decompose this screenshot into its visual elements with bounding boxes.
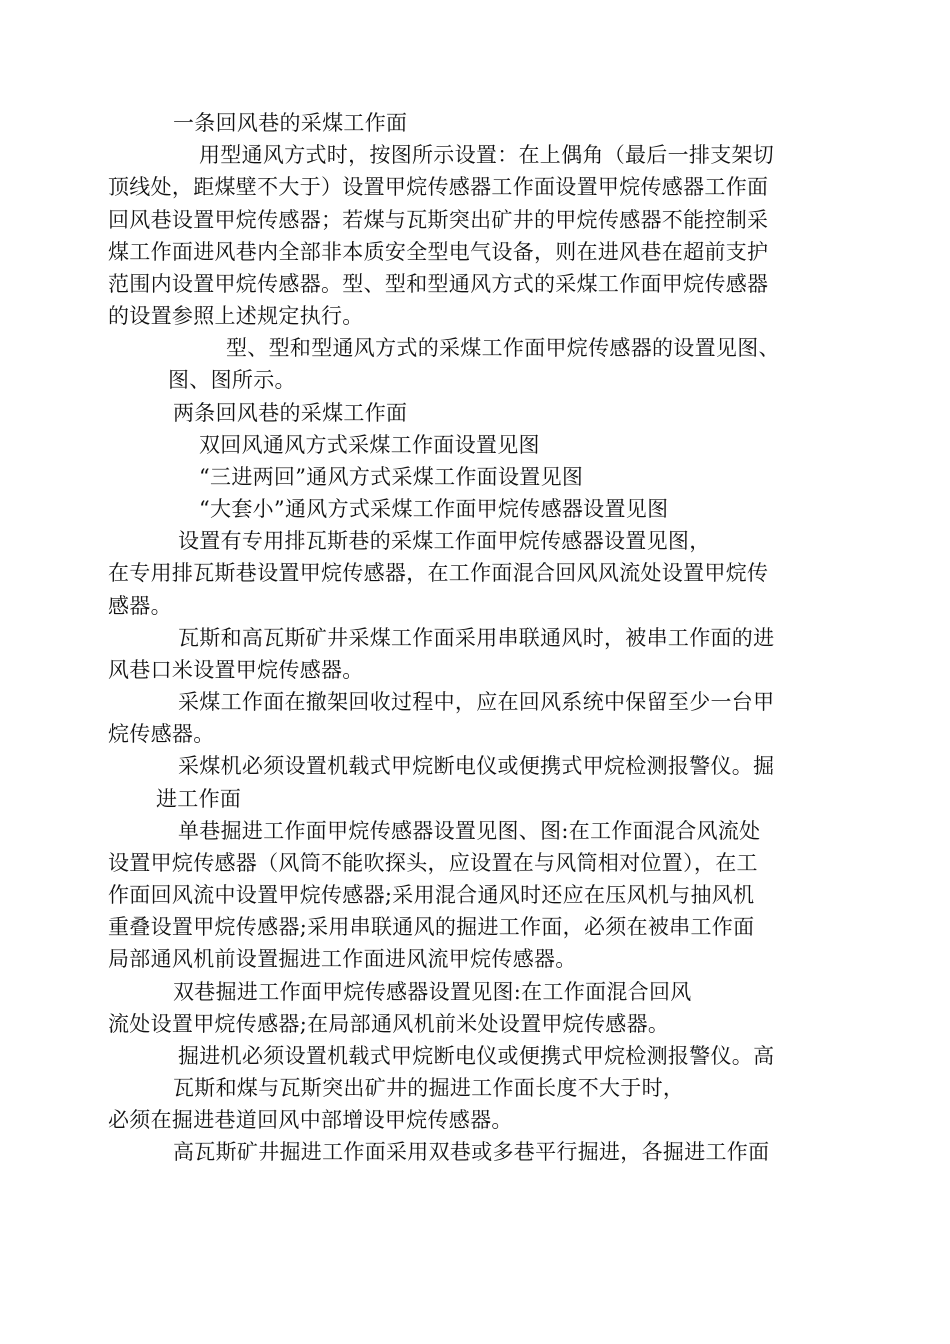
text-line: 设置有专用排瓦斯巷的采煤工作面甲烷传感器设置见图， — [178, 529, 711, 553]
text-line: 范围内设置甲烷传感器。型、型和型通风方式的采煤工作面甲烷传感器 — [108, 272, 769, 296]
text-line: 高瓦斯矿井掘进工作面采用双巷或多巷平行掘进，各掘进工作面 — [173, 1140, 770, 1164]
text-line: 局部通风机前设置掘进工作面进风流甲烷传感器。 — [108, 947, 577, 971]
text-line: 图、图所示。 — [168, 368, 296, 392]
text-line: 作面回风流中设置甲烷传感器;采用混合通风时还应在压风机与抽风机 — [108, 883, 755, 907]
text-line: 煤工作面进风巷内全部非本质安全型电气设备，则在进风巷在超前支护 — [108, 240, 769, 264]
text-line: 进工作面 — [156, 787, 242, 811]
text-line: 顶线处，距煤壁不大于）设置甲烷传感器工作面设置甲烷传感器工作面 — [108, 175, 769, 199]
text-line: 重叠设置甲烷传感器;采用串联通风的掘进工作面，必须在被串工作面 — [108, 915, 755, 939]
text-line: 双回风通风方式采煤工作面设置见图 — [199, 433, 540, 457]
text-line: “大套小”通风方式采煤工作面甲烷传感器设置见图 — [199, 497, 669, 521]
text-line: 烷传感器。 — [108, 722, 215, 746]
text-line: 必须在掘进巷道回风中部增设甲烷传感器。 — [108, 1108, 513, 1132]
text-line: “三进两回”通风方式采煤工作面设置见图 — [199, 465, 584, 489]
text-line: 的设置参照上述规定执行。 — [108, 304, 364, 328]
text-line: 在专用排瓦斯巷设置甲烷传感器，在工作面混合回风风流处设置甲烷传 — [108, 561, 769, 585]
text-line: 单巷掘进工作面甲烷传感器设置见图、图:在工作面混合风流处 — [178, 819, 761, 843]
text-line: 采煤机必须设置机载式甲烷断电仪或便携式甲烷检测报警仪。掘 — [178, 754, 775, 778]
text-line: 用型通风方式时，按图所示设置：在上偶角（最后一排支架切 — [199, 143, 775, 167]
text-line: 双巷掘进工作面甲烷传感器设置见图:在工作面混合回风 — [173, 980, 692, 1004]
text-line: 风巷口米设置甲烷传感器。 — [108, 658, 364, 682]
text-line: 两条回风巷的采煤工作面 — [173, 401, 408, 425]
text-line: 瓦斯和煤与瓦斯突出矿井的掘进工作面长度不大于时， — [173, 1076, 685, 1100]
text-line: 设置甲烷传感器（风筒不能吹探头，应设置在与风筒相对位置），在工 — [108, 851, 758, 875]
text-line: 型、型和型通风方式的采煤工作面甲烷传感器的设置见图、 — [226, 336, 780, 360]
text-line: 掘进机必须设置机载式甲烷断电仪或便携式甲烷检测报警仪。高 — [178, 1044, 775, 1068]
text-line: 感器。 — [108, 594, 172, 618]
text-line: 采煤工作面在撤架回收过程中，应在回风系统中保留至少一台甲 — [178, 690, 775, 714]
text-line: 流处设置甲烷传感器;在局部通风机前米处设置甲烷传感器。 — [108, 1012, 670, 1036]
text-line: 回风巷设置甲烷传感器；若煤与瓦斯突出矿井的甲烷传感器不能控制采 — [108, 208, 769, 232]
text-line: 一条回风巷的采煤工作面 — [173, 111, 408, 135]
text-line: 瓦斯和高瓦斯矿井采煤工作面采用串联通风时，被串工作面的进 — [178, 626, 775, 650]
